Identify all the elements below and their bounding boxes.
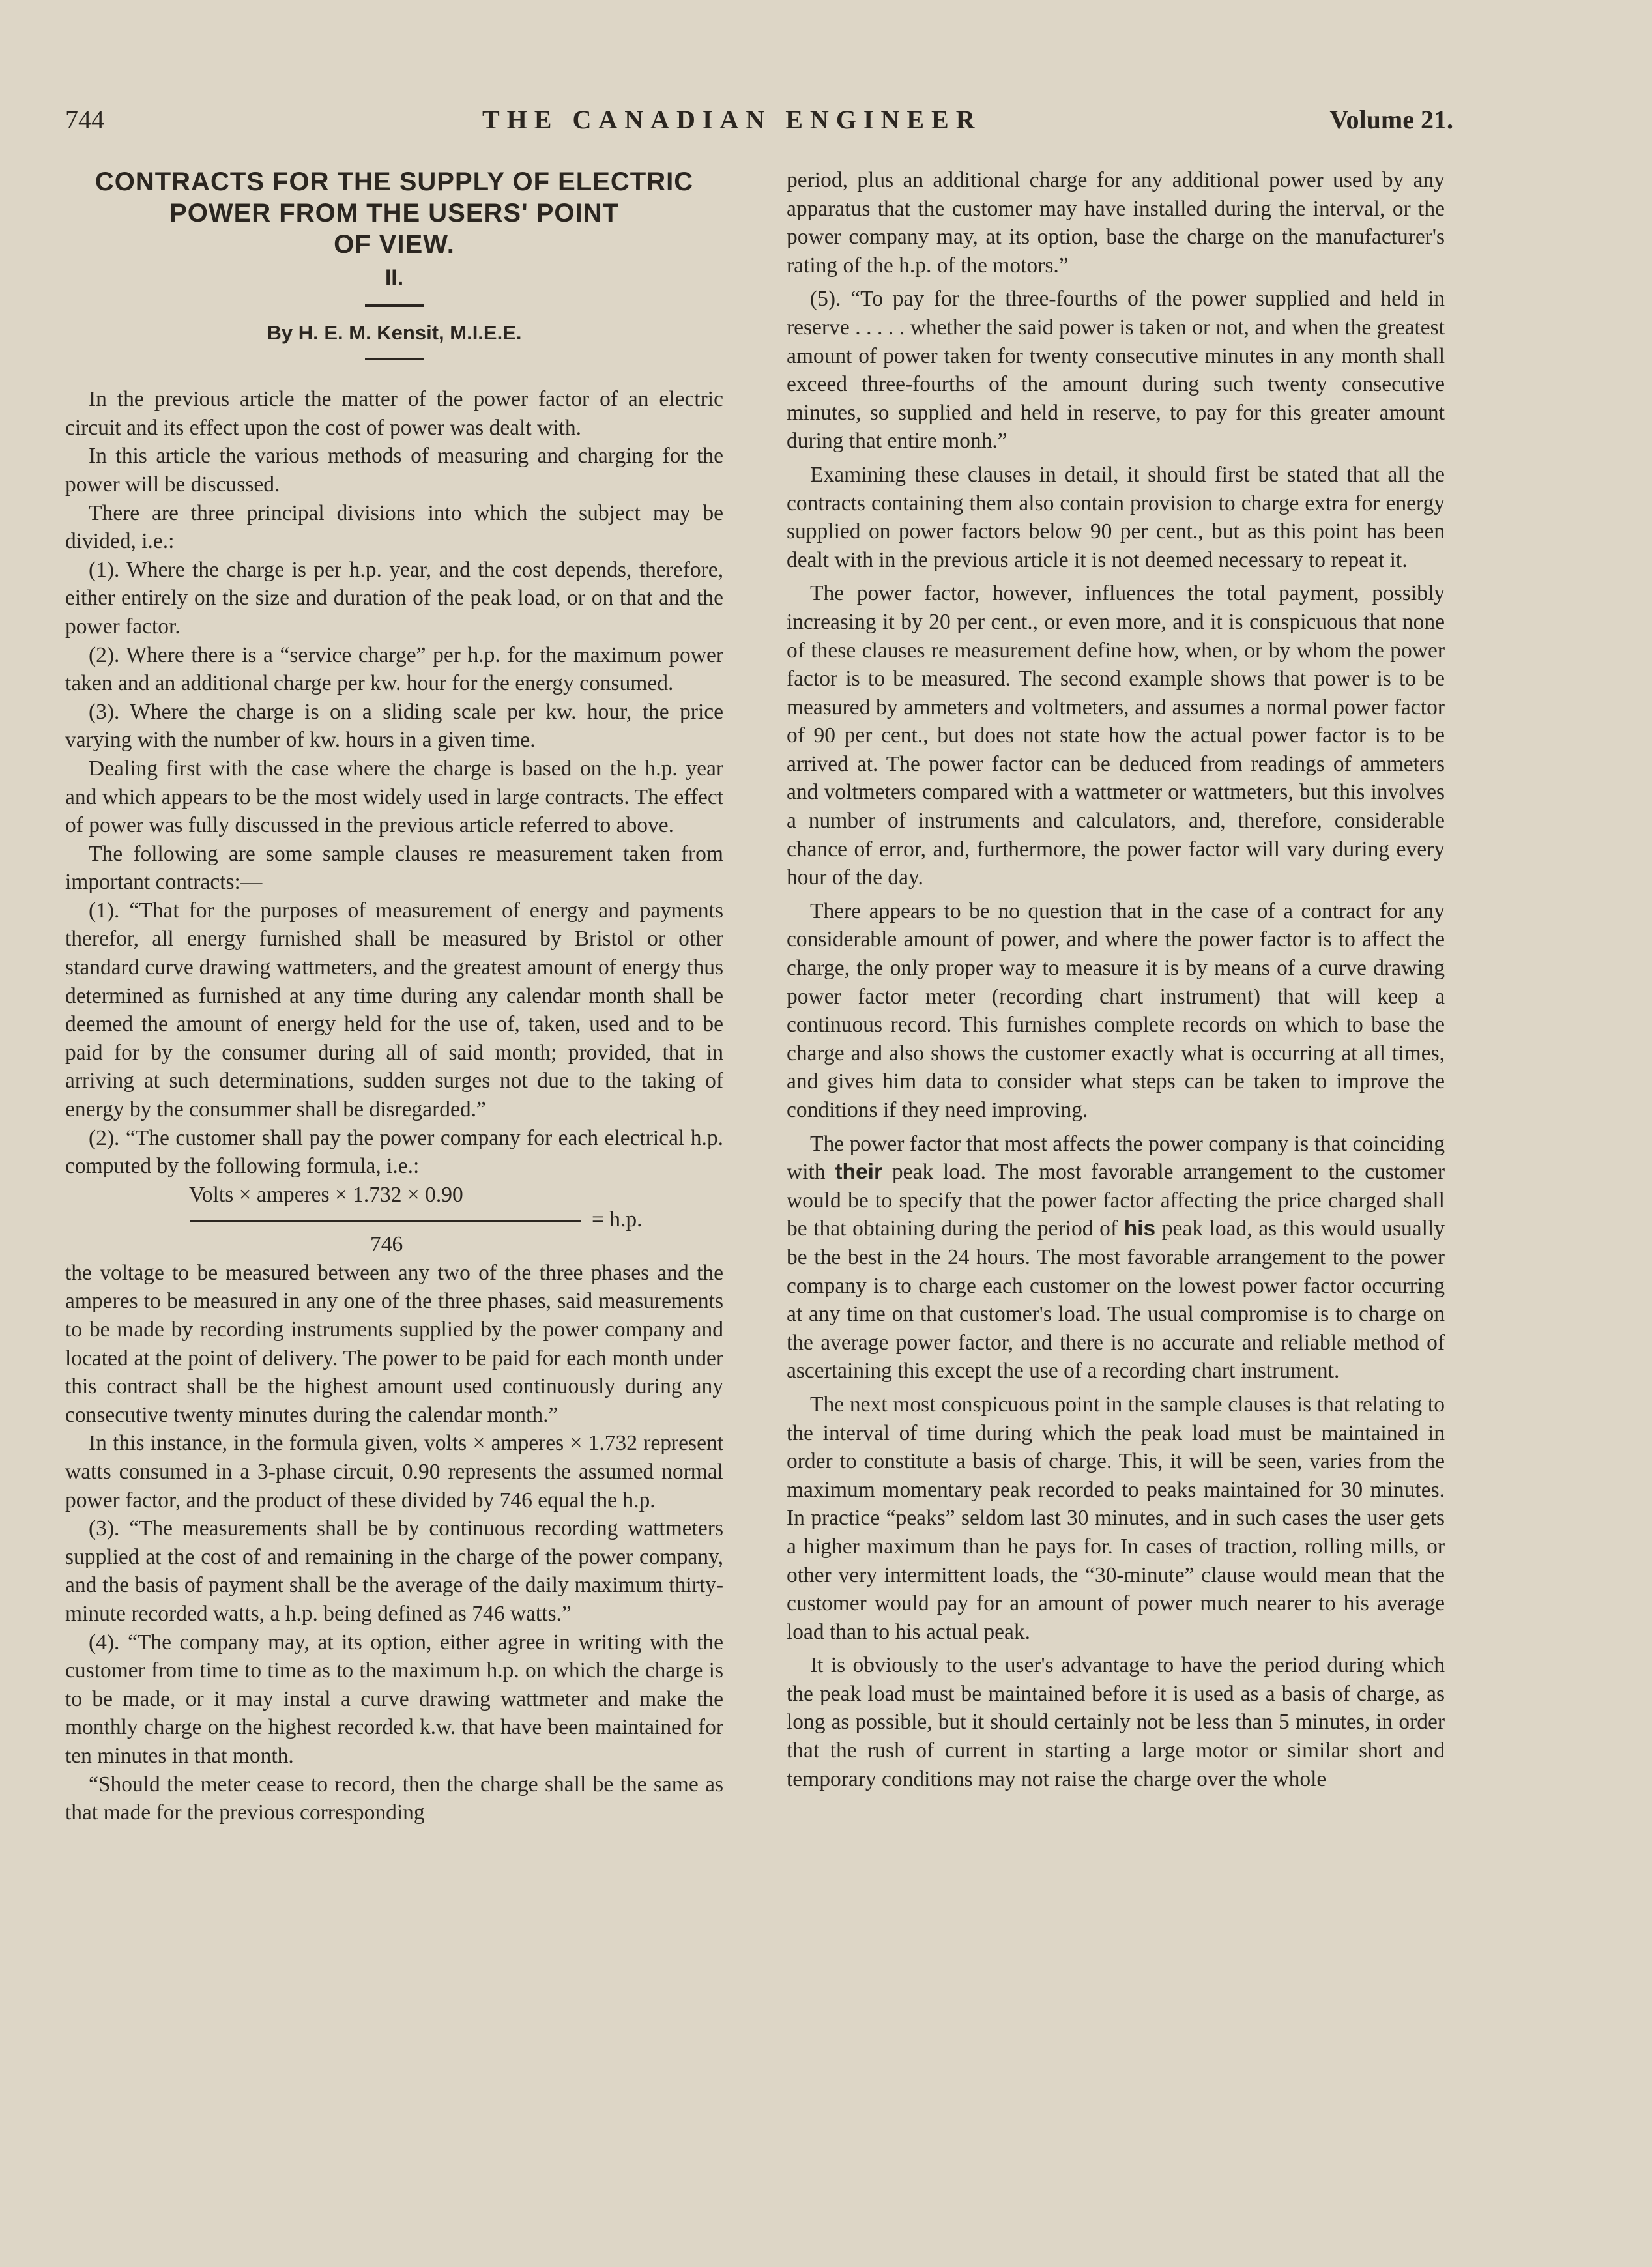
paragraph: The power factor, however, influences the total payment, possibly increasing it by 20 per cent., or even more, and it is conspicuous that none of these clauses re measurement define how, when, or by whom the power factor is to be measured. The second example shows that power is to be measured by ammeters and voltmeters, and assumes a normal power factor of 90 per cent., but does not state how the actual power factor is to be arrived at. The power factor can be deduced from readings of ammeters and voltmeters compared with a wattmeter or wattmeters, but this involves a number of instruments and calculators, and, therefore, considerable chance of error, and, furthermore, the power factor will vary during every hour of the day. bbox=[787, 581, 1445, 890]
byline: By H. E. M. Kensit, M.I.E.E. bbox=[267, 321, 522, 344]
paragraph: (1). “That for the purposes of measurement of energy and payments therefor, all energy furnished shall be measured by Bristol or other standard curve drawing wattmeters, and the greatest amount of energy thus determined as furnished at any time during any calendar month shall be deemed the amount of energy held for the use of, taken, used and to be paid for by the consumer during all of said month; provided, that in arriving at such determinations, sudden surges not due to the taking of energy by the consummer shall be disregarded.” bbox=[65, 898, 723, 1122]
paragraph: In this article the various methods of measuring and charging for the power will be discussed. bbox=[65, 444, 723, 497]
page-number: 744 bbox=[65, 105, 104, 134]
left-column bbox=[65, 166, 723, 1827]
formula-numerator: Volts × amperes × 1.732 × 0.90 bbox=[189, 1182, 463, 1207]
fraction-bar bbox=[190, 1220, 581, 1222]
running-header bbox=[65, 104, 1453, 143]
paragraph: (2). Where there is a “service charge” per h.p. for the maximum power taken and an additional charge per kw. hour for the energy consumed. bbox=[65, 643, 723, 696]
paragraph: (3). Where the charge is on a sliding scale per kw. hour, the price varying with the number of kw. hours in a given time. bbox=[65, 699, 723, 753]
title-line: OF VIEW. bbox=[334, 230, 455, 259]
title-line: CONTRACTS FOR THE SUPPLY OF ELECTRIC bbox=[94, 167, 694, 196]
paragraph: In this instance, in the formula given, volts × amperes × 1.732 represent watts consumed in a 3-phase circuit, 0.90 represents the assumed normal power factor, and the product of these divided by 746 equal the h.p. bbox=[65, 1431, 723, 1512]
paragraph: (2). “The customer shall pay the power company for each electrical h.p. computed by the following formula, i.e.: bbox=[65, 1125, 723, 1179]
text-run: peak load, as this would usually be the best in the 24 hours. The most favorable arrangement to the power company is to charge each customer on the lowest power factor occurring at any time on that customer's load. The usual compromise is to charge on the average power factor, and there is no accurate and reliable method of ascertaining this except the use of a recording chart instrument. bbox=[787, 1217, 1445, 1383]
volume-label: Volume 21. bbox=[1329, 105, 1453, 134]
paragraph: It is obviously to the user's advantage to have the period during which the peak load must be maintained before it is used as a basis of charge, as long as possible, but it should certainly not be less than 5 minutes, in order that the rush of current in starting a large motor or similar short and temporary conditions may not raise the charge over the whole bbox=[787, 1653, 1445, 1791]
title-line: POWER FROM THE USERS' POINT bbox=[169, 199, 619, 227]
paragraph: (4). “The company may, at its option, either agree in writing with the customer from time to time as to the maximum h.p. on which the charge is to be made, or it may instal a curve drawing wattmeter and make the monthly charge on the highest recorded k.w. that have been maintained for ten minutes in that month. bbox=[65, 1630, 723, 1768]
paragraph: There are three principal divisions into which the subject may be divided, i.e.: bbox=[65, 500, 723, 554]
paragraph: The following are some sample clauses re measurement taken from important contracts:— bbox=[65, 841, 723, 895]
journal-title: THE CANADIAN ENGINEER bbox=[482, 105, 982, 134]
emphasis-their: their bbox=[835, 1160, 882, 1185]
article-part: II. bbox=[384, 265, 404, 290]
paragraph: “Should the meter cease to record, then the charge shall be the same as that made for the previous corresponding bbox=[65, 1772, 723, 1825]
paragraph: In the previous article the matter of the power factor of an electric circuit and its effect upon the cost of power was dealt with. bbox=[65, 387, 723, 440]
divider bbox=[365, 358, 424, 360]
paragraph: Dealing first with the case where the charge is based on the h.p. year and which appears to be the most widely used in large contracts. The effect of power was fully discussed in the previous article referred to above. bbox=[65, 756, 723, 838]
formula-result: = h.p. bbox=[592, 1207, 643, 1232]
hp-formula bbox=[65, 1181, 723, 1259]
paragraph: period, plus an additional charge for any additional power used by any apparatus that the customer may have installed during the interval, or the power company may, at its option, base the charge on the manufacturer's rating of the h.p. of the motors.” bbox=[787, 168, 1445, 278]
divider bbox=[365, 304, 424, 307]
paragraph: (5). “To pay for the three-fourths of the power supplied and held in reserve . . . . . whether the said power is taken or not, and when the greatest amount of power taken for twenty consecutive minutes in any month shall exceed three-fourths of the amount during such twenty consecutive minutes, so supplied and held in reserve, to pay for this greater amount during that entire monh.” bbox=[787, 287, 1445, 454]
paragraph: (1). Where the charge is per h.p. year, and the cost depends, therefore, either entirely on the size and duration of the peak load, or on that and the power factor. bbox=[65, 557, 723, 639]
paragraph: The next most conspicuous point in the sample clauses is that relating to the interval of time during which the peak load must be maintained in order to constitute a basis of charge. This, it will be seen, varies from the maximum momentary peak recorded to peaks maintained for 30 minutes. In practice “peaks” seldom last 30 minutes, and in such cases the user gets a higher maximum than he pays for. In cases of traction, rolling mills, or other very intermittent loads, the “30-minute” clause would mean that the customer would pay for an amount of power much nearer to his average load than to his actual peak. bbox=[787, 1392, 1445, 1644]
right-column bbox=[787, 166, 1445, 1793]
formula-denominator: 746 bbox=[370, 1232, 403, 1256]
text-run: The power factor that most affects the power company is that coinciding with bbox=[787, 1131, 1445, 1185]
emphasis-his: his bbox=[1123, 1217, 1156, 1241]
paragraph: Examining these clauses in detail, it should first be stated that all the contracts containing them also contain provision to charge extra for energy supplied on power factors below 90 per cent., but as this point has been dealt with in the previous article it is not deemed necessary to repeat it. bbox=[787, 462, 1445, 572]
text-run: peak load. The most favorable arrangement to the customer would be to specify that the power factor affecting the price charged shall be that obtaining during the period of bbox=[787, 1160, 1445, 1241]
paragraph: the voltage to be measured between any two of the three phases and the amperes to be measured in any one of the three phases, said measurements to be made by recording instruments supplied by the power company and located at the point of delivery. The power to be paid for each month under this contract shall be the highest amount used continuously during any consecutive twenty minutes during the calendar month.” bbox=[65, 1260, 723, 1427]
paragraph: (3). “The measurements shall be by continuous recording wattmeters supplied at the cost of and remaining in the charge of the power company, and the basis of payment shall be the average of the daily maximum thirty-minute recorded watts, a h.p. being defined as 746 watts.” bbox=[65, 1516, 723, 1626]
article-title bbox=[65, 166, 723, 260]
paragraph bbox=[787, 1130, 1445, 1385]
paragraph: There appears to be no question that in the case of a contract for any considerable amount of power, and where the power factor is to affect the charge, the only proper way to measure it is by means of a curve drawing power factor meter (recording chart instrument) that will keep a continuous record. This furnishes complete records on which to base the charge and also shows the customer exactly what is occurring at all times, and gives him data to consider what steps can be taken to improve the conditions if they need improving. bbox=[787, 899, 1445, 1122]
